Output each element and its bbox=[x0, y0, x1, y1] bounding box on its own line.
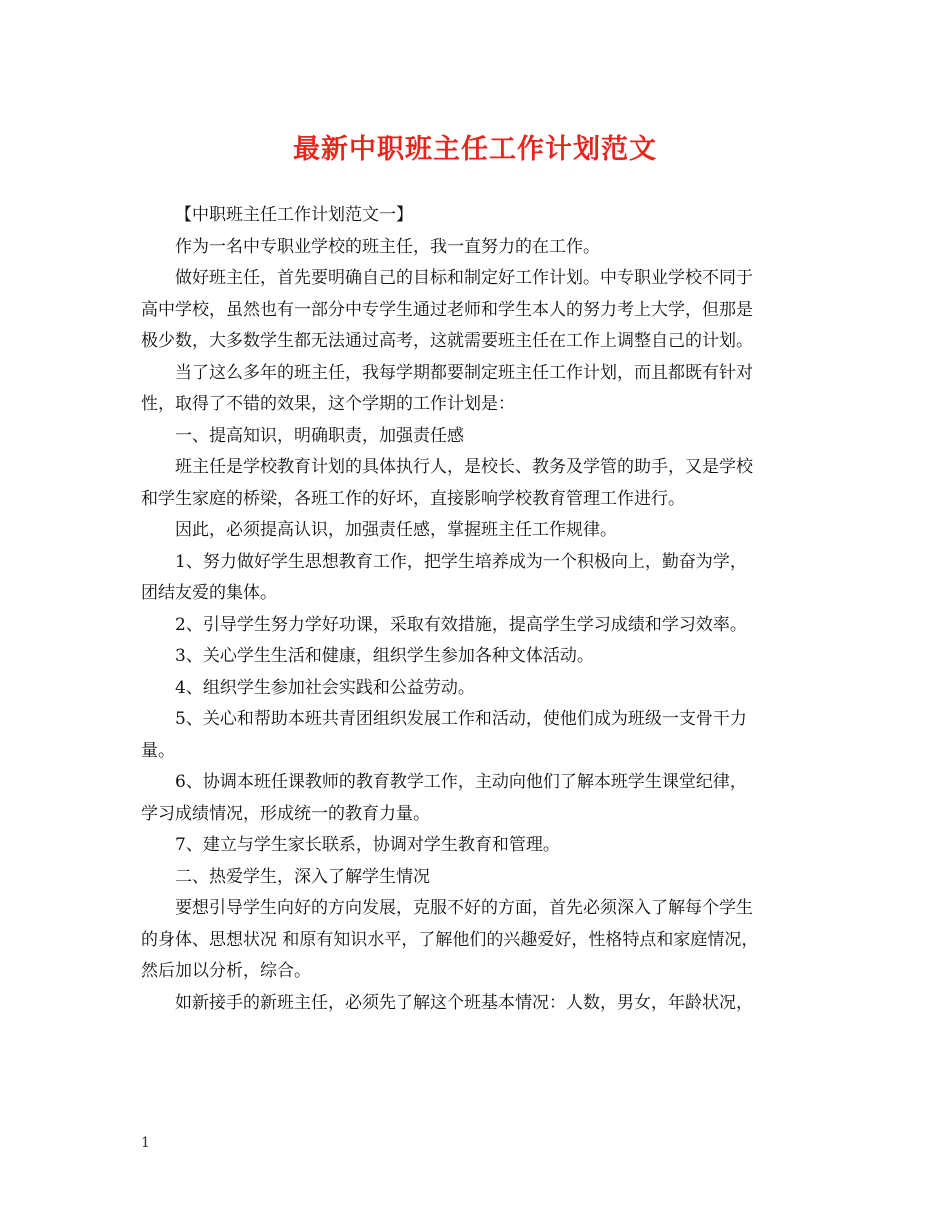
paragraph-line: 极少数，大多数学生都无法通过高考，这就需要班主任在工作上调整自己的计划。 bbox=[141, 331, 753, 351]
paragraph-line: 要想引导学生向好的方向发展，克服不好的方面，首先必须深入了解每个学生 bbox=[175, 898, 753, 918]
paragraph bbox=[141, 767, 813, 830]
paragraph bbox=[141, 830, 813, 862]
paragraph-line: 学习成绩情况，形成统一的教育力量。 bbox=[141, 803, 430, 824]
paragraph bbox=[141, 200, 813, 232]
page-title: 最新中职班主任工作计划范文 bbox=[293, 134, 657, 165]
paragraph bbox=[141, 358, 813, 421]
paragraph bbox=[141, 988, 813, 1020]
document-body bbox=[141, 200, 813, 1019]
paragraph-line: 量。 bbox=[141, 740, 175, 761]
paragraph-line: 二、热爱学生，深入了解学生情况 bbox=[175, 866, 430, 887]
paragraph-line: 然后加以分析，综合。 bbox=[141, 961, 311, 981]
paragraph-line: 2、引导学生努力学好功课，采取有效措施，提高学生学习成绩和学习效率。 bbox=[175, 614, 747, 635]
paragraph bbox=[141, 421, 813, 453]
paragraph bbox=[141, 641, 813, 673]
paragraph bbox=[141, 232, 813, 264]
paragraph-line: 班主任是学校教育计划的具体执行人，是校长、教务及学管的助手，又是学校 bbox=[175, 457, 753, 477]
paragraph-line: 作为一名中专职业学校的班主任，我一直努力的在工作。 bbox=[175, 236, 600, 257]
paragraph-line: 7、建立与学生家长联系，协调对学生教育和管理。 bbox=[175, 835, 560, 855]
paragraph bbox=[141, 673, 813, 705]
paragraph bbox=[141, 893, 813, 988]
paragraph-line: 的身体、思想状况 和原有知识水平，了解他们的兴趣爱好，性格特点和家庭情况， bbox=[141, 929, 759, 950]
paragraph-line: 1、努力做好学生思想教育工作，把学生培养成为一个积极向上，勤奋为学， bbox=[175, 551, 747, 572]
paragraph-line: 因此，必须提高认识，加强责任感，掌握班主任工作规律。 bbox=[175, 520, 617, 540]
paragraph-line: 6、协调本班任课教师的教育教学工作，主动向他们了解本班学生课堂纪律， bbox=[175, 772, 747, 792]
paragraph bbox=[141, 862, 813, 894]
paragraph-line: 【中职班主任工作计划范文一】 bbox=[175, 205, 413, 225]
paragraph-line: 做好班主任，首先要明确自己的目标和制定好工作计划。中专职业学校不同于 bbox=[175, 268, 753, 288]
paragraph bbox=[141, 610, 813, 642]
paragraph-line: 当了这么多年的班主任，我每学期都要制定班主任工作计划，而且都既有针对 bbox=[175, 362, 753, 383]
paragraph-line: 团结友爱的集体。 bbox=[141, 583, 277, 603]
paragraph-line: 4、组织学生参加社会实践和公益劳动。 bbox=[175, 677, 475, 698]
paragraph bbox=[141, 263, 813, 358]
paragraph-line: 和学生家庭的桥梁，各班工作的好坏，直接影响学校教育管理工作进行。 bbox=[141, 488, 685, 509]
paragraph bbox=[141, 452, 813, 515]
page-number: 1 bbox=[141, 1135, 150, 1151]
paragraph bbox=[141, 704, 813, 767]
paragraph-line: 性，取得了不错的效果，这个学期的工作计划是： bbox=[141, 394, 515, 414]
paragraph-line: 3、关心学生生活和健康，组织学生参加各种文体活动。 bbox=[175, 646, 594, 666]
paragraph-line: 一、提高知识，明确职责，加强责任感 bbox=[175, 425, 464, 446]
paragraph bbox=[141, 515, 813, 547]
paragraph-line: 如新接手的新班主任，必须先了解这个班基本情况：人数，男女，年龄状况， bbox=[175, 992, 753, 1013]
paragraph-line: 高中学校，虽然也有一部分中专学生通过老师和学生本人的努力考上大学，但那是 bbox=[141, 299, 753, 320]
paragraph bbox=[141, 547, 813, 610]
paragraph-line: 5、关心和帮助本班共青团组织发展工作和活动，使他们成为班级一支骨干力 bbox=[175, 709, 747, 729]
